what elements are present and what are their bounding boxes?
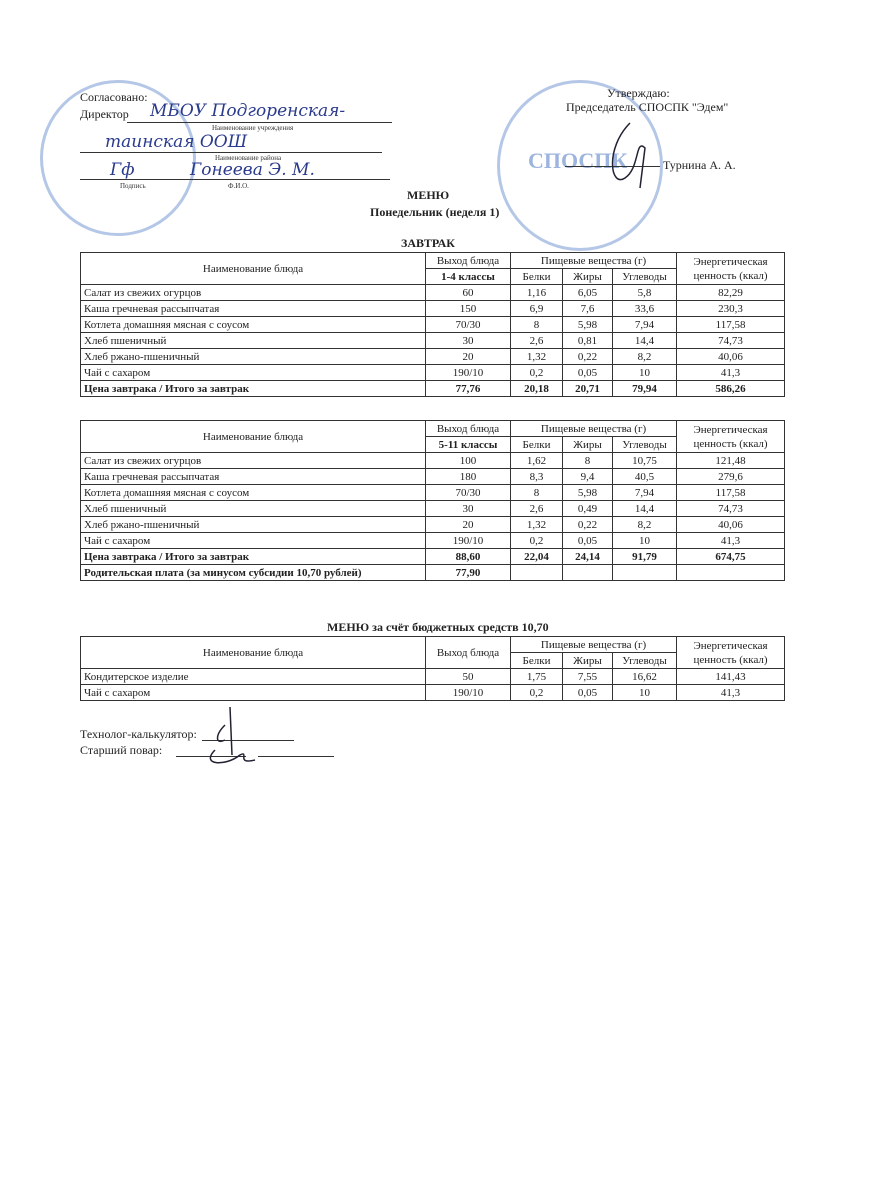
fat-cell xyxy=(563,565,613,581)
yield-cell: 60 xyxy=(426,285,511,301)
table-row xyxy=(81,669,785,685)
institution-handwritten: МБОУ Подгоренская- xyxy=(150,101,346,121)
table-row xyxy=(81,333,785,349)
fat-cell: 5,98 xyxy=(563,317,613,333)
section-title: ЗАВТРАК xyxy=(401,236,456,250)
yield-cell: 70/30 xyxy=(426,485,511,501)
energy-cell: 121,48 xyxy=(677,453,785,469)
protein-cell: 1,62 xyxy=(511,453,563,469)
protein-cell: 1,16 xyxy=(511,285,563,301)
protein-header: Белки xyxy=(511,269,563,285)
chair-name: Турнина А. А. xyxy=(663,158,736,172)
energy-cell: 41,3 xyxy=(677,365,785,381)
dish-name-cell: Чай с сахаром xyxy=(81,365,426,381)
yield-cell: 190/10 xyxy=(426,365,511,381)
protein-cell: 8 xyxy=(511,485,563,501)
total-row xyxy=(81,381,785,397)
dish-name-cell: Каша гречневая рассыпчатая xyxy=(81,301,426,317)
yield-cell: 50 xyxy=(426,669,511,685)
fat-cell: 0,22 xyxy=(563,517,613,533)
energy-cell: 40,06 xyxy=(677,517,785,533)
dish-name-cell: Котлета домашняя мясная с соусом xyxy=(81,317,426,333)
protein-header: Белки xyxy=(511,437,563,453)
energy-cell: 117,58 xyxy=(677,317,785,333)
fat-cell: 6,05 xyxy=(563,285,613,301)
dish-name-cell: Салат из свежих огурцов xyxy=(81,453,426,469)
dish-name-cell: Салат из свежих огурцов xyxy=(81,285,426,301)
dish-name-cell: Каша гречневая рассыпчатая xyxy=(81,469,426,485)
dish-name-cell: Цена завтрака / Итого за завтрак xyxy=(81,381,426,397)
fat-cell: 20,71 xyxy=(563,381,613,397)
nutrients-header: Пищевые вещества (г) xyxy=(511,421,677,437)
fat-cell: 8 xyxy=(563,453,613,469)
fio-handwritten: Гонеева Э. М. xyxy=(190,160,315,180)
budget-table xyxy=(80,636,785,701)
carbs-cell: 91,79 xyxy=(613,549,677,565)
yield-cell: 20 xyxy=(426,517,511,533)
dish-name-cell: Цена завтрака / Итого за завтрак xyxy=(81,549,426,565)
carbs-cell: 16,62 xyxy=(613,669,677,685)
carbs-cell: 5,8 xyxy=(613,285,677,301)
technologist-label: Технолог-калькулятор: xyxy=(80,727,197,741)
fio-caption: Ф.И.О. xyxy=(228,182,249,190)
table-row xyxy=(81,285,785,301)
fat-cell: 0,05 xyxy=(563,533,613,549)
protein-cell: 2,6 xyxy=(511,501,563,517)
fat-cell: 7,6 xyxy=(563,301,613,317)
yield-header: Выход блюда xyxy=(426,421,511,437)
carbs-cell: 10,75 xyxy=(613,453,677,469)
yield-cell: 190/10 xyxy=(426,685,511,701)
yield-cell: 30 xyxy=(426,501,511,517)
table-row xyxy=(81,517,785,533)
total-row xyxy=(81,549,785,565)
menu-title: МЕНЮ xyxy=(407,188,450,202)
dish-name-cell: Чай с сахаром xyxy=(81,685,426,701)
chair-label: Председатель СПОСПК "Эдем" xyxy=(566,100,729,114)
signatures-handwritten xyxy=(195,705,265,770)
energy-cell: 674,75 xyxy=(677,549,785,565)
district-caption: Наименование района xyxy=(215,154,282,162)
protein-cell: 0,2 xyxy=(511,685,563,701)
agreed-label: Согласовано: xyxy=(80,90,148,104)
dish-name-cell: Хлеб пшеничный xyxy=(81,333,426,349)
carbs-header: Углеводы xyxy=(613,437,677,453)
class-group: 1-4 классы xyxy=(426,269,511,285)
yield-cell: 20 xyxy=(426,349,511,365)
carbs-cell: 10 xyxy=(613,365,677,381)
fat-cell: 5,98 xyxy=(563,485,613,501)
name-header: Наименование блюда xyxy=(81,421,426,453)
protein-cell xyxy=(511,565,563,581)
carbs-cell: 79,94 xyxy=(613,381,677,397)
yield-cell: 100 xyxy=(426,453,511,469)
table-row xyxy=(81,485,785,501)
energy-cell: 279,6 xyxy=(677,469,785,485)
carbs-cell: 14,4 xyxy=(613,501,677,517)
yield-header: Выход блюда xyxy=(426,637,511,669)
table-row xyxy=(81,453,785,469)
dish-name-cell: Чай с сахаром xyxy=(81,533,426,549)
table-row xyxy=(81,365,785,381)
carbs-header: Углеводы xyxy=(613,653,677,669)
table-row xyxy=(81,349,785,365)
energy-cell: 74,73 xyxy=(677,333,785,349)
energy-cell xyxy=(677,565,785,581)
table-row xyxy=(81,685,785,701)
yield-cell: 190/10 xyxy=(426,533,511,549)
carbs-cell: 10 xyxy=(613,533,677,549)
energy-header: Энергетическая ценность (ккал) xyxy=(677,253,785,285)
energy-cell: 41,3 xyxy=(677,533,785,549)
carbs-cell: 14,4 xyxy=(613,333,677,349)
energy-cell: 117,58 xyxy=(677,485,785,501)
energy-header: Энергетическая ценность (ккал) xyxy=(677,421,785,453)
fat-cell: 0,81 xyxy=(563,333,613,349)
approve-label: Утверждаю: xyxy=(607,86,670,100)
energy-header: Энергетическая ценность (ккал) xyxy=(677,637,785,669)
protein-header: Белки xyxy=(511,653,563,669)
carbs-cell: 40,5 xyxy=(613,469,677,485)
yield-cell: 77,76 xyxy=(426,381,511,397)
table-row xyxy=(81,501,785,517)
dish-name-cell: Кондитерское изделие xyxy=(81,669,426,685)
fat-cell: 24,14 xyxy=(563,549,613,565)
fat-cell: 9,4 xyxy=(563,469,613,485)
carbs-cell: 8,2 xyxy=(613,517,677,533)
menu-subtitle: Понедельник (неделя 1) xyxy=(370,205,500,219)
name-header: Наименование блюда xyxy=(81,637,426,669)
budget-title: МЕНЮ за счёт бюджетных средств 10,70 xyxy=(327,620,549,634)
carbs-cell: 7,94 xyxy=(613,485,677,501)
protein-cell: 0,2 xyxy=(511,533,563,549)
dish-name-cell: Хлеб пшеничный xyxy=(81,501,426,517)
yield-cell: 70/30 xyxy=(426,317,511,333)
chair-signature xyxy=(600,118,660,198)
dish-name-cell: Хлеб ржано-пшеничный xyxy=(81,517,426,533)
fat-cell: 0,05 xyxy=(563,365,613,381)
fat-header: Жиры xyxy=(563,437,613,453)
energy-cell: 141,43 xyxy=(677,669,785,685)
fat-cell: 0,22 xyxy=(563,349,613,365)
dish-name-cell: Родительская плата (за минусом субсидии 10,70 рублей) xyxy=(81,565,426,581)
fat-cell: 7,55 xyxy=(563,669,613,685)
carbs-cell: 7,94 xyxy=(613,317,677,333)
protein-cell: 1,75 xyxy=(511,669,563,685)
table-row xyxy=(81,317,785,333)
carbs-cell: 8,2 xyxy=(613,349,677,365)
signature-caption: Подпись xyxy=(120,182,146,190)
yield-cell: 150 xyxy=(426,301,511,317)
carbs-header: Углеводы xyxy=(613,269,677,285)
yield-cell: 180 xyxy=(426,469,511,485)
protein-cell: 0,2 xyxy=(511,365,563,381)
energy-cell: 586,26 xyxy=(677,381,785,397)
table-row xyxy=(81,469,785,485)
energy-cell: 40,06 xyxy=(677,349,785,365)
energy-cell: 230,3 xyxy=(677,301,785,317)
nutrients-header: Пищевые вещества (г) xyxy=(511,637,677,653)
energy-cell: 41,3 xyxy=(677,685,785,701)
fat-header: Жиры xyxy=(563,653,613,669)
fat-header: Жиры xyxy=(563,269,613,285)
signature-mark: Гф xyxy=(110,160,135,180)
yield-cell: 88,60 xyxy=(426,549,511,565)
right-stamp-lettering: СПОСПК xyxy=(528,148,628,173)
class-group: 5-11 классы xyxy=(426,437,511,453)
institution-handwritten-2: таинская ООШ xyxy=(105,132,248,152)
institution-caption: Наименование учреждения xyxy=(212,124,294,132)
protein-cell: 1,32 xyxy=(511,517,563,533)
parent-fee-row xyxy=(81,565,785,581)
table-row xyxy=(81,533,785,549)
name-header: Наименование блюда xyxy=(81,253,426,285)
carbs-cell: 33,6 xyxy=(613,301,677,317)
energy-cell: 82,29 xyxy=(677,285,785,301)
chef-label: Старший повар: xyxy=(80,743,163,757)
fat-cell: 0,49 xyxy=(563,501,613,517)
director-label: Директор xyxy=(80,107,129,121)
nutrients-header: Пищевые вещества (г) xyxy=(511,253,677,269)
carbs-cell xyxy=(613,565,677,581)
dish-name-cell: Хлеб ржано-пшеничный xyxy=(81,349,426,365)
yield-cell: 30 xyxy=(426,333,511,349)
protein-cell: 8 xyxy=(511,317,563,333)
breakfast-table-1-4 xyxy=(80,252,785,397)
protein-cell: 6,9 xyxy=(511,301,563,317)
fat-cell: 0,05 xyxy=(563,685,613,701)
protein-cell: 2,6 xyxy=(511,333,563,349)
protein-cell: 22,04 xyxy=(511,549,563,565)
dish-name-cell: Котлета домашняя мясная с соусом xyxy=(81,485,426,501)
yield-cell: 77,90 xyxy=(426,565,511,581)
protein-cell: 1,32 xyxy=(511,349,563,365)
protein-cell: 20,18 xyxy=(511,381,563,397)
breakfast-table-5-11 xyxy=(80,420,785,581)
protein-cell: 8,3 xyxy=(511,469,563,485)
yield-header: Выход блюда xyxy=(426,253,511,269)
energy-cell: 74,73 xyxy=(677,501,785,517)
table-row xyxy=(81,301,785,317)
carbs-cell: 10 xyxy=(613,685,677,701)
